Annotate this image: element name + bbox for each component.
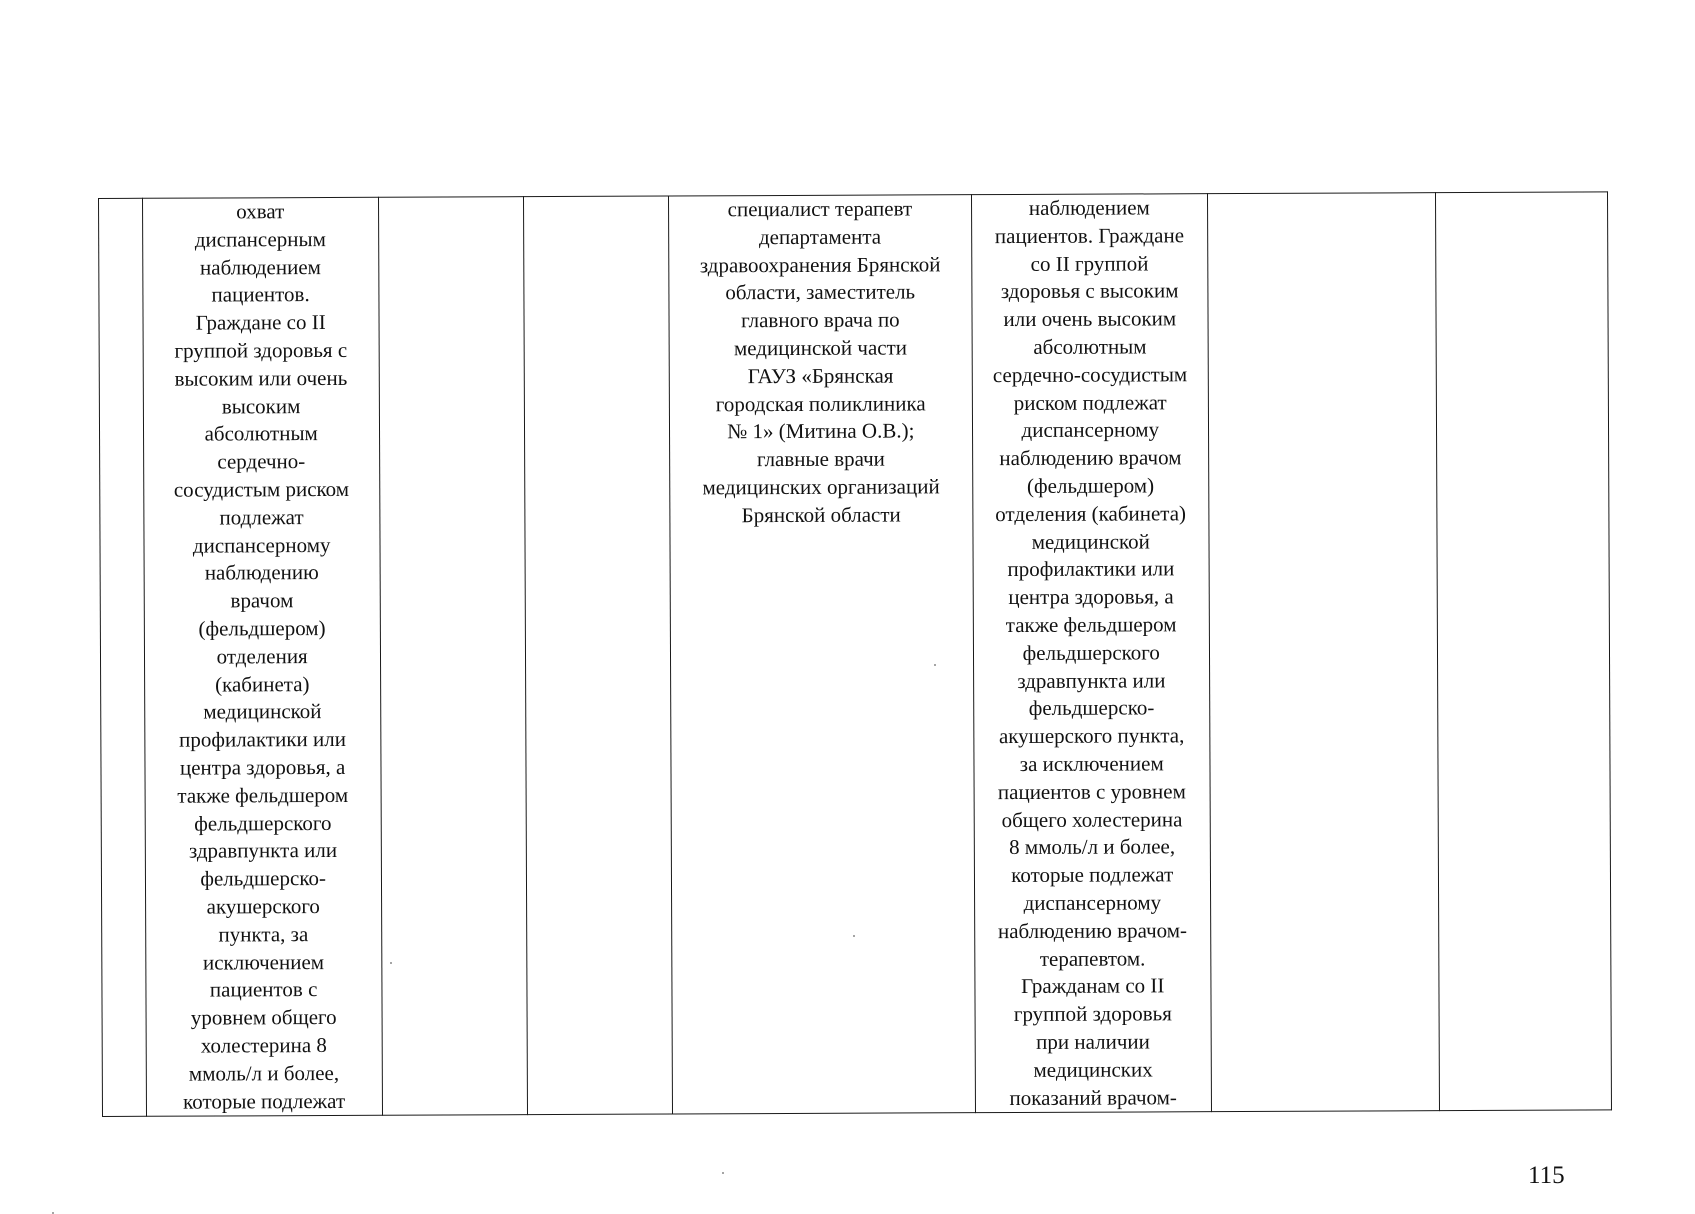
table-cell-3 [378,197,527,1116]
table-cell-1 [99,198,147,1116]
scan-speck [853,935,855,937]
page-number: 115 [1528,1162,1565,1189]
scan-speck [390,962,392,964]
scan-speck [722,1172,724,1174]
document-table [98,191,1612,1117]
table-cell-indicator: охват диспансерным наблюдением пациентов. Граждане со II группой здоровья с высоким или очень высоким абсолютным сердечно- сосудистым риском подлежат диспансерному наблюдению врачом (фельдшером) отделения (кабинета) медицинской профилактики или центра здоровья, а также фельдшером фельдшерского здравпункта или фельдшерско- акушерского пункта, за исключением пациентов с уровнем общего холестерина 8 ммоль/л и более, которые подлежат [142,197,382,1116]
table-cell-4 [523,196,672,1115]
table-cell-8 [1435,192,1611,1111]
table-cell-result: наблюдением пациентов. Граждане со II группой здоровья с высоким или очень высоким абсолютным сердечно-сосудистым риском подлежат диспансерному наблюдению врачом (фельдшером) отделения (кабинета) медицинской профилактики или центра здоровья, а также фельдшером фельдшерского здравпункта или фельдшерско- акушерского пункта, за исключением пациентов с уровнем общего холестерина 8 ммоль/л и более, которые подлежат диспансерному наблюдению врачом- терапевтом. Гражданам со II группой здоровья при наличии медицинских показаний врачом- [971,194,1211,1113]
scan-speck [934,664,936,666]
table-row [99,192,1612,1117]
table-cell-7 [1207,193,1439,1112]
table-cell-responsible: специалист терапевт департамента здравоохранения Брянской области, заместитель главного врача по медицинской части ГАУЗ «Брянская городская поликлиника № 1» (Митина О.В.); главные врачи медицинских организаций Брянской области [668,195,975,1115]
